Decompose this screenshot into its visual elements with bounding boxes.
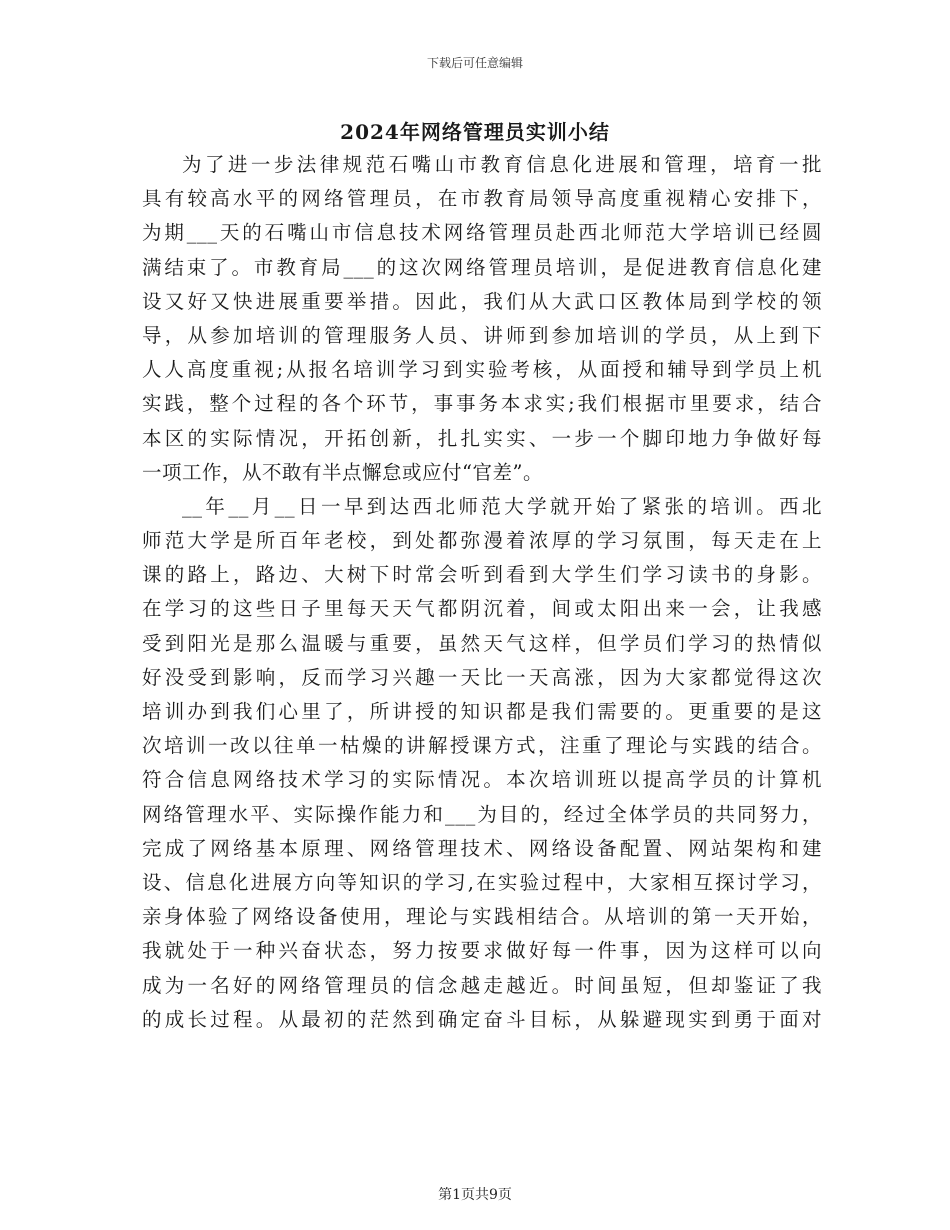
body-line: __年__月__日一早到达西北师范大学就开始了紧张的培训。西北	[182, 494, 822, 518]
page-number-footer: 第1页共9页	[438, 1187, 512, 1203]
body-line: 受到阳光是那么温暖与重要，虽然天气这样，但学员们学习的热情似	[142, 631, 822, 655]
body-line: 网络管理水平、实际操作能力和___为目的，经过全体学员的共同努力，	[142, 802, 822, 826]
body-line: 设、信息化进展方向等知识的学习,在实验过程中，大家相互探讨学习，	[142, 870, 822, 894]
body-line: 人人高度重视;从报名培训学习到实验考核，从面授和辅导到学员上机	[142, 358, 822, 382]
body-line: 我就处于一种兴奋状态，努力按要求做好每一件事，因为这样可以向	[142, 939, 822, 963]
header-note: 下载后可任意编辑	[426, 56, 523, 70]
body-line: 为期___天的石嘴山市信息技术网络管理员赴西北师范大学培训已经圆	[142, 221, 822, 245]
body-line: 符合信息网络技术学习的实际情况。本次培训班以提高学员的计算机	[142, 768, 822, 792]
body-line: 好没受到影响，反而学习兴趣一天比一天高涨，因为大家都觉得这次	[142, 665, 822, 689]
body-line: 师范大学是所百年老校，到处都弥漫着浓厚的学习氛围，每天走在上	[142, 529, 822, 553]
body-line: 实践，整个过程的各个环节，事事务本求实;我们根据市里要求，结合	[142, 392, 822, 416]
body-line: 成为一名好的网络管理员的信念越走越近。时间虽短，但却鉴证了我	[142, 973, 822, 997]
body-line: 完成了网络基本原理、网络管理技术、网络设备配置、网站架构和建	[142, 836, 822, 860]
body-line: 亲身体验了网络设备使用，理论与实践相结合。从培训的第一天开始，	[142, 905, 822, 929]
body-line: 为了进一步法律规范石嘴山市教育信息化进展和管理，培育一批	[182, 153, 822, 176]
body-line: 一项工作，从不敢有半点懈怠或应付“官差”。	[142, 460, 543, 484]
body-line: 设又好又快进展重要举措。因此，我们从大武口区教体局到学校的领	[142, 289, 822, 313]
body-line: 在学习的这些日子里每天天气都阴沉着，间或太阳出来一会，让我感	[142, 597, 822, 621]
body-line: 导，从参加培训的管理服务人员、讲师到参加培训的学员，从上到下	[142, 323, 822, 347]
body-line: 具有较高水平的网络管理员，在市教育局领导高度重视精心安排下，	[142, 187, 822, 211]
body-line: 次培训一改以往单一枯燥的讲解授课方式，注重了理论与实践的结合。	[142, 734, 822, 758]
body-line: 课的路上，路边、大树下时常会听到看到大学生们学习读书的身影。	[142, 563, 822, 587]
document-body	[142, 148, 822, 1037]
body-line: 满结束了。市教育局___的这次网络管理员培训，是促进教育信息化建	[142, 255, 822, 279]
body-line: 的成长过程。从最初的茫然到确定奋斗目标，从躲避现实到勇于面对	[142, 1007, 822, 1031]
body-line: 本区的实际情况，开拓创新，扎扎实实、一步一个脚印地力争做好每	[142, 426, 822, 450]
body-line: 培训办到我们心里了，所讲授的知识都是我们需要的。更重要的是这	[142, 700, 822, 723]
document-title: 2024年网络管理员实训小结	[340, 120, 610, 144]
